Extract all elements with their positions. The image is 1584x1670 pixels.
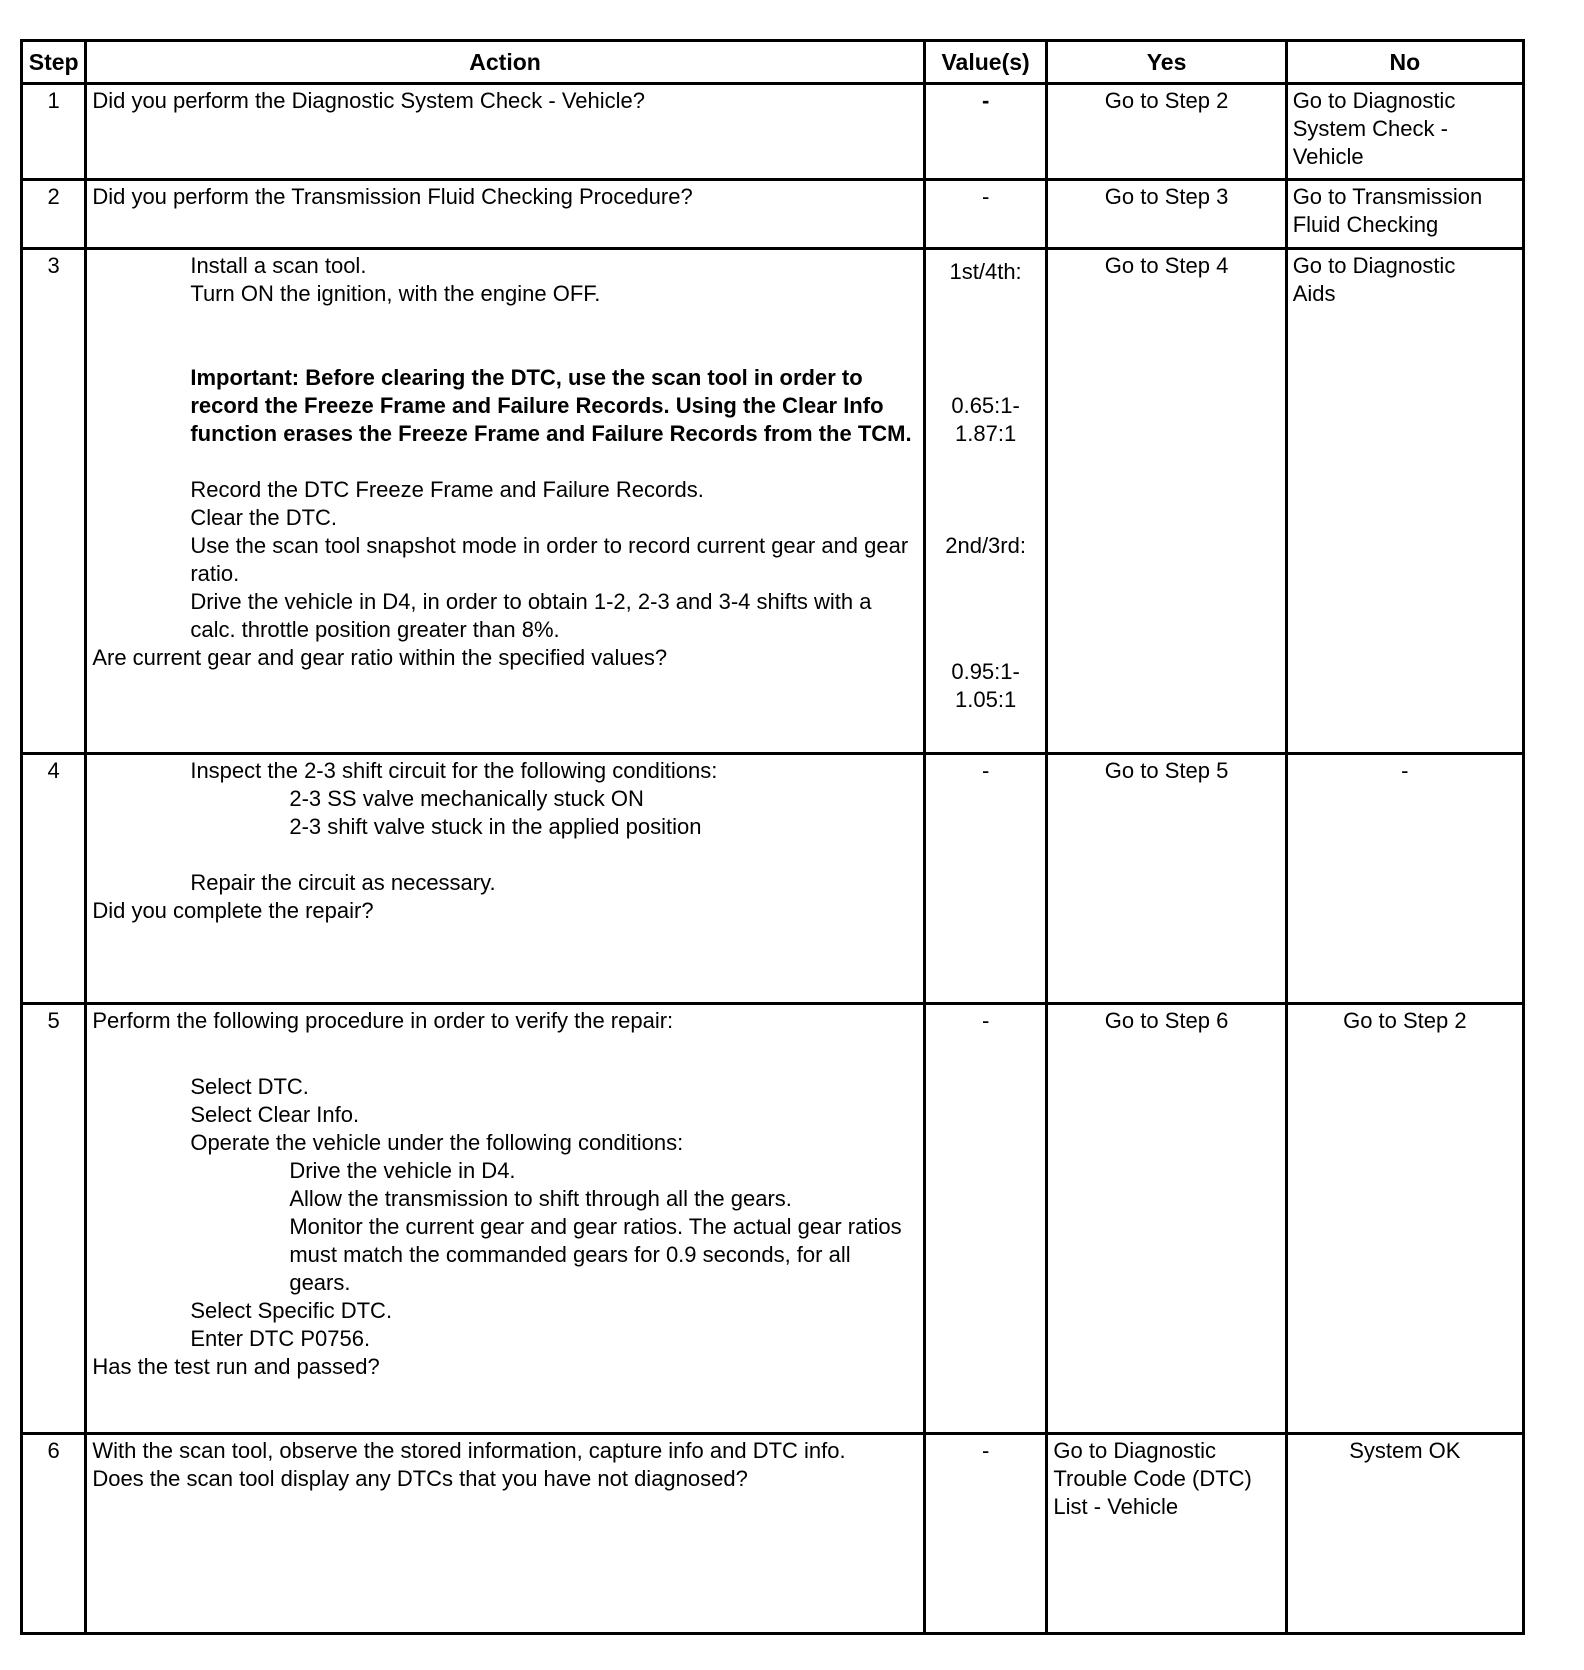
value-cell: 1st/4th: 0.65:1- 1.87:1 2nd/3rd: 0.95:1- 1.05:1	[924, 249, 1047, 754]
header-step: Step	[22, 41, 86, 84]
step-number: 2	[22, 180, 86, 249]
value-cell: -	[924, 180, 1047, 249]
value-cell: -	[924, 84, 1047, 180]
yes-cell: Go to Step 2	[1047, 84, 1286, 180]
header-action: Action	[86, 41, 924, 84]
action-cell: Did you perform the Transmission Fluid Checking Procedure?	[86, 180, 924, 249]
no-cell: Go to Diagnostic Aids	[1286, 249, 1523, 754]
action-cell: Perform the following procedure in order to verify the repair: Select DTC. Select Clear Info. Operate the vehicle under the following conditions: Drive the vehicle in D4. Allow the transmission to shift through all the gears. Monitor the current gear and gear ratios. The actual gear ratios must match the commanded gears for 0.9 seconds, for all gears. Select Specific DTC. Enter DTC P0756. Has the test run and passed?	[86, 1004, 924, 1434]
step-number: 6	[22, 1434, 86, 1634]
no-cell: Go to Diagnostic System Check - Vehicle	[1286, 84, 1523, 180]
table-row	[22, 180, 1524, 249]
yes-cell: Go to Step 4	[1047, 249, 1286, 754]
yes-cell: Go to Step 3	[1047, 180, 1286, 249]
yes-cell: Go to Step 6	[1047, 1004, 1286, 1434]
table-row	[22, 1434, 1524, 1634]
header-no: No	[1286, 41, 1523, 84]
header-yes: Yes	[1047, 41, 1286, 84]
no-cell: System OK	[1286, 1434, 1523, 1634]
question: Did you complete the repair?	[92, 898, 374, 923]
table-row	[22, 84, 1524, 180]
question: Does the scan tool display any DTCs that you have not diagnosed?	[92, 1466, 748, 1491]
yes-cell: Go to Step 5	[1047, 754, 1286, 1004]
header-row	[22, 41, 1524, 84]
no-cell: Go to Step 2	[1286, 1004, 1523, 1434]
value-cell: -	[924, 1004, 1047, 1434]
question: Are current gear and gear ratio within the specified values?	[92, 645, 668, 670]
no-cell: -	[1286, 754, 1523, 1004]
table-row	[22, 754, 1524, 1004]
table-row	[22, 249, 1524, 754]
yes-cell: Go to Diagnostic Trouble Code (DTC) List - Vehicle	[1047, 1434, 1286, 1634]
step-number: 5	[22, 1004, 86, 1434]
action-cell: Inspect the 2-3 shift circuit for the following conditions: 2-3 SS valve mechanically stuck ON 2-3 shift valve stuck in the applied position Repair the circuit as necessary. Did you complete the repair?	[86, 754, 924, 1004]
value-cell: -	[924, 1434, 1047, 1634]
no-cell: Go to Transmission Fluid Checking	[1286, 180, 1523, 249]
action-cell: With the scan tool, observe the stored information, capture info and DTC info. Does the scan tool display any DTCs that you have not diagnosed?	[86, 1434, 924, 1634]
value-cell: -	[924, 754, 1047, 1004]
step-number: 1	[22, 84, 86, 180]
step-number: 4	[22, 754, 86, 1004]
table-row	[22, 1004, 1524, 1434]
step-number: 3	[22, 249, 86, 754]
action-cell: Install a scan tool. Turn ON the ignition, with the engine OFF. Important: Before clearing the DTC, use the scan tool in order to record the Freeze Frame and Failure Records. Using the Clear Info function erases the Freeze Frame and Failure Records from the TCM. Record the DTC Freeze Frame and Failure Records. Clear the DTC. Use the scan tool snapshot mode in order to record current gear and gear ratio. Drive the vehicle in D4, in order to obtain 1-2, 2-3 and 3-4 shifts with a calc. throttle position greater than 8%. Are current gear and gear ratio within the specified values?	[86, 249, 924, 754]
important-note: Important: Before clearing the DTC, use the scan tool in order to record the Freeze Frame and Failure Records. Using the Clear Info function erases the Freeze Frame and Failure Records from the TCM.	[190, 365, 912, 446]
header-values: Value(s)	[924, 41, 1047, 84]
action-cell: Did you perform the Diagnostic System Check - Vehicle?	[86, 84, 924, 180]
diagnostic-table	[20, 39, 1525, 1635]
question: Has the test run and passed?	[92, 1354, 380, 1379]
